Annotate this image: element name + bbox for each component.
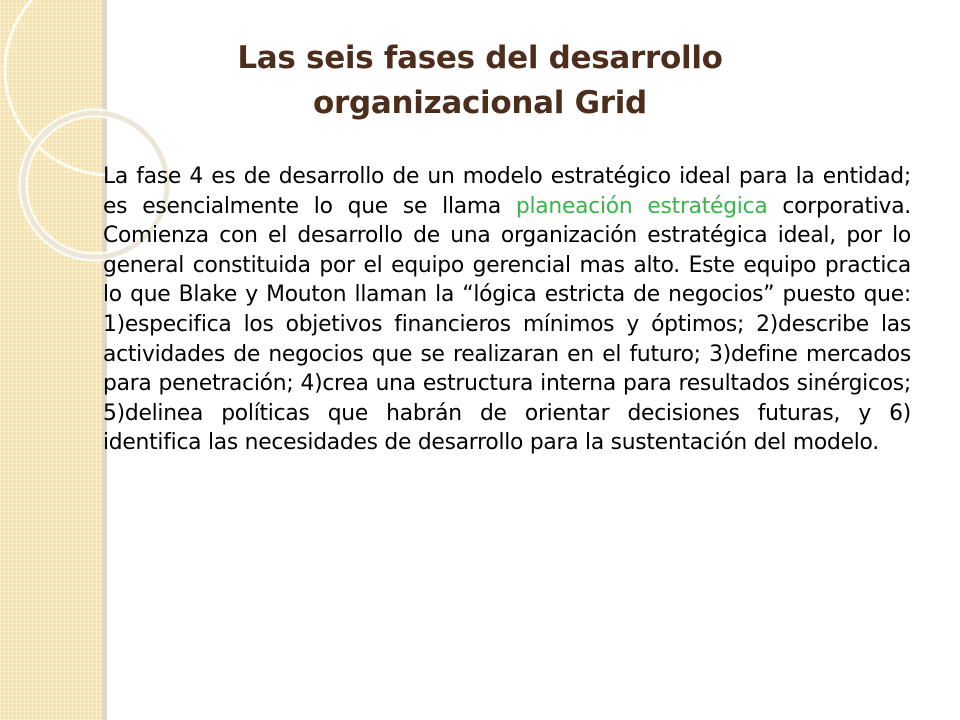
body-text-start: La fase 4 es de desarrollo de un modelo estratégico ideal para la entidad; es esencialmente lo que se llama xyxy=(103,164,911,219)
page-title xyxy=(150,36,810,126)
title-line-1: Las seis fases del desarrollo xyxy=(237,40,723,76)
title-line-2: organizacional Grid xyxy=(313,85,647,121)
highlighted-term: planeación estratégica xyxy=(515,193,768,219)
decorative-side-strip xyxy=(0,0,102,720)
body-paragraph xyxy=(103,162,911,458)
body-text-end: corporativa. Comienza con el desarrollo de una organización estratégica ideal, por lo general constituida por el equipo gerencial mas alto. Este equipo practica lo que Blake y Mouton llaman la “lógica estricta de negocios” puesto que: 1)especifica los objetivos financieros mínimos y óptimos; 2)describe las actividades de negocios que se realizaran en el futuro; 3)define mercados para penetración; 4)crea una estructura interna para resultados sinérgicos; 5)delinea políticas que habrán de orientar decisiones futuras, y 6) identifica las necesidades de desarrollo para la sustentación del modelo. xyxy=(103,193,911,456)
